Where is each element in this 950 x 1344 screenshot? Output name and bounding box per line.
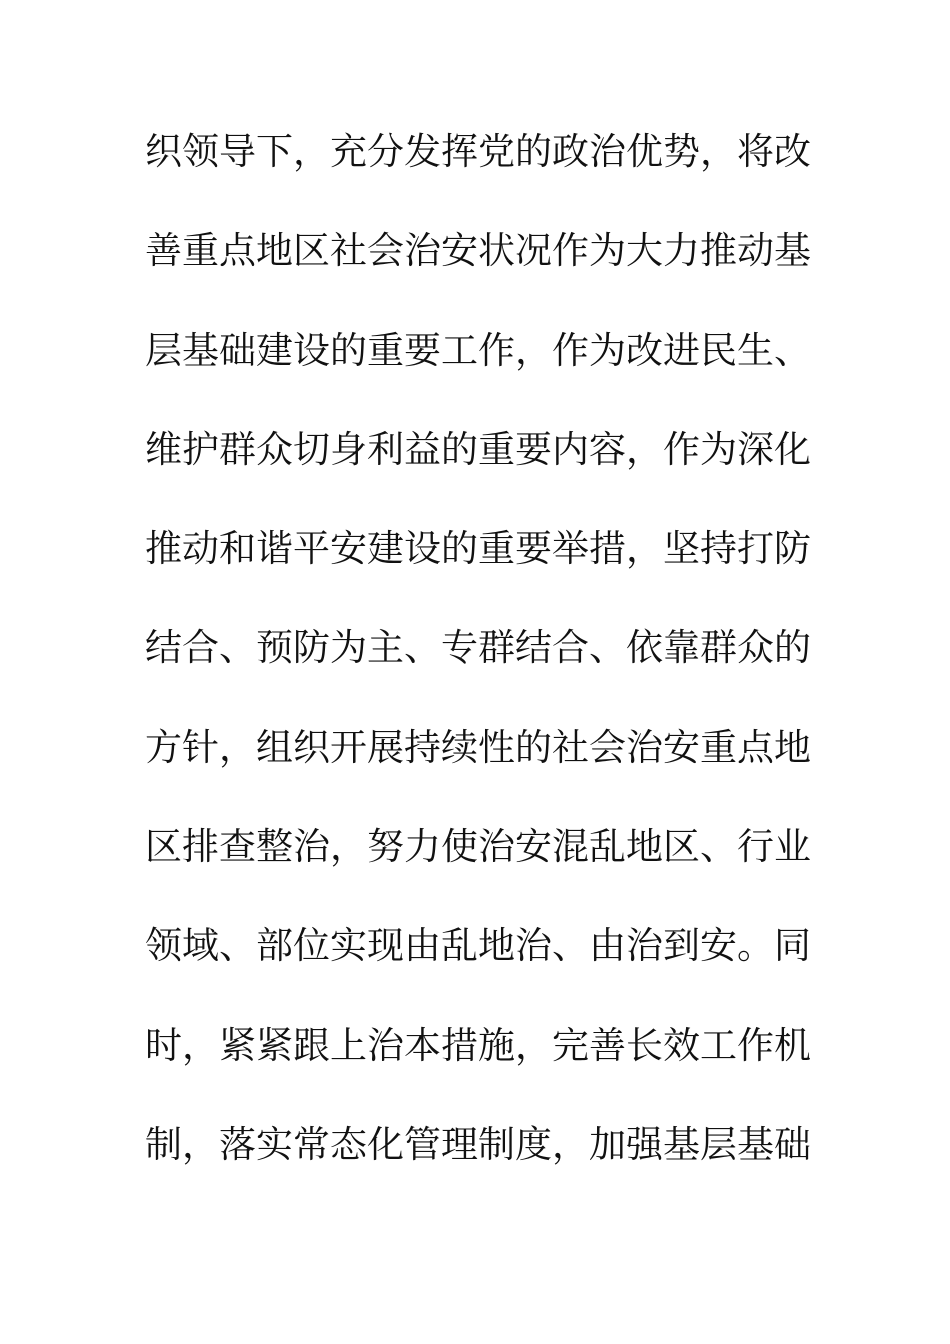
text-line: 推动和谐平安建设的重要举措，坚持打防 (145, 527, 811, 571)
text-line: 层基础建设的重要工作，作为改进民生、 (145, 328, 811, 372)
text-line: 区排查整治，努力使治安混乱地区、行业 (145, 825, 811, 869)
text-line: 维护群众切身利益的重要内容，作为深化 (145, 427, 811, 471)
text-line: 善重点地区社会治安状况作为大力推动基 (145, 229, 811, 273)
text-line: 制，落实常态化管理制度，加强基层基础 (145, 1122, 811, 1166)
body-paragraph (145, 122, 810, 1214)
text-line: 方针，组织开展持续性的社会治安重点地 (145, 725, 811, 769)
text-line: 时，紧紧跟上治本措施，完善长效工作机 (145, 1023, 811, 1067)
text-line: 结合、预防为主、专群结合、依靠群众的 (145, 626, 811, 670)
text-line: 织领导下，充分发挥党的政治优势，将改 (145, 130, 811, 173)
text-line: 领域、部位实现由乱地治、由治到安。同 (145, 924, 811, 968)
